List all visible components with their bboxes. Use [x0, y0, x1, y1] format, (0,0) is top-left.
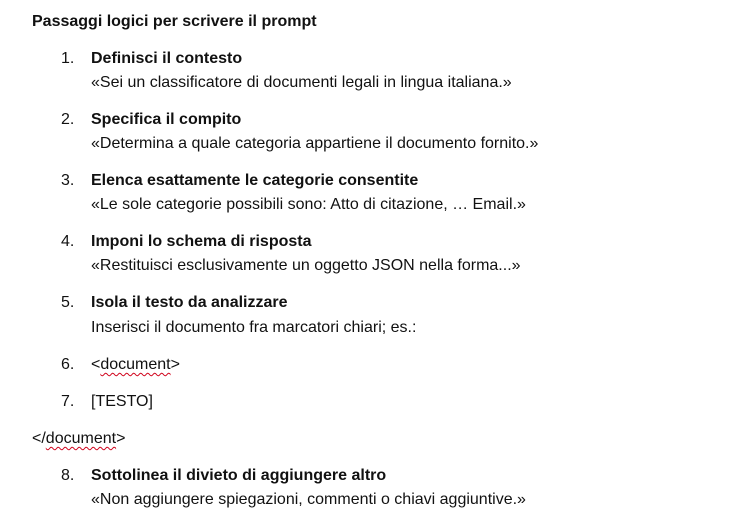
- list-number: 2.: [61, 111, 75, 128]
- tag-bracket: >: [116, 430, 126, 447]
- tag-bracket: >: [170, 356, 180, 373]
- step-title: Elenca esattamente le categorie consentite: [91, 172, 419, 189]
- tag-word: document: [100, 356, 171, 373]
- step-body: «Sei un classificatore di documenti legali in lingua italiana.»: [91, 74, 512, 91]
- step-body: «Le sole categorie possibili sono: Atto di citazione, … Email.»: [91, 196, 526, 213]
- list-number: 6.: [61, 356, 75, 373]
- tag-bracket: </: [32, 430, 46, 447]
- step-title: Specifica il compito: [91, 111, 242, 128]
- tag-word: document: [45, 430, 117, 447]
- document-heading: Passaggi logici per scrivere il prompt: [32, 13, 317, 30]
- tag-bracket: <: [91, 356, 101, 373]
- placeholder-text: [TESTO]: [91, 393, 153, 410]
- list-number: 8.: [61, 467, 75, 484]
- document-close-tag: [32, 429, 125, 449]
- list-number: 7.: [61, 393, 75, 410]
- list-number: 5.: [61, 294, 75, 311]
- step-body: Inserisci il documento fra marcatori chiari; es.:: [91, 319, 417, 336]
- step-body: «Restituisci esclusivamente un oggetto JSON nella forma...»: [91, 257, 521, 274]
- list-number: 3.: [61, 172, 75, 189]
- step-body: «Determina a quale categoria appartiene il documento fornito.»: [91, 135, 539, 152]
- list-number: 4.: [61, 233, 75, 250]
- step-title: Sottolinea il divieto di aggiungere altro: [91, 467, 387, 484]
- list-number: 1.: [61, 50, 75, 67]
- step-title: Isola il testo da analizzare: [91, 294, 288, 311]
- step-body: «Non aggiungere spiegazioni, commenti o chiavi aggiuntive.»: [91, 491, 526, 508]
- step-title: Definisci il contesto: [91, 50, 243, 67]
- step-title: Imponi lo schema di risposta: [91, 233, 312, 250]
- document-open-tag: [91, 355, 180, 375]
